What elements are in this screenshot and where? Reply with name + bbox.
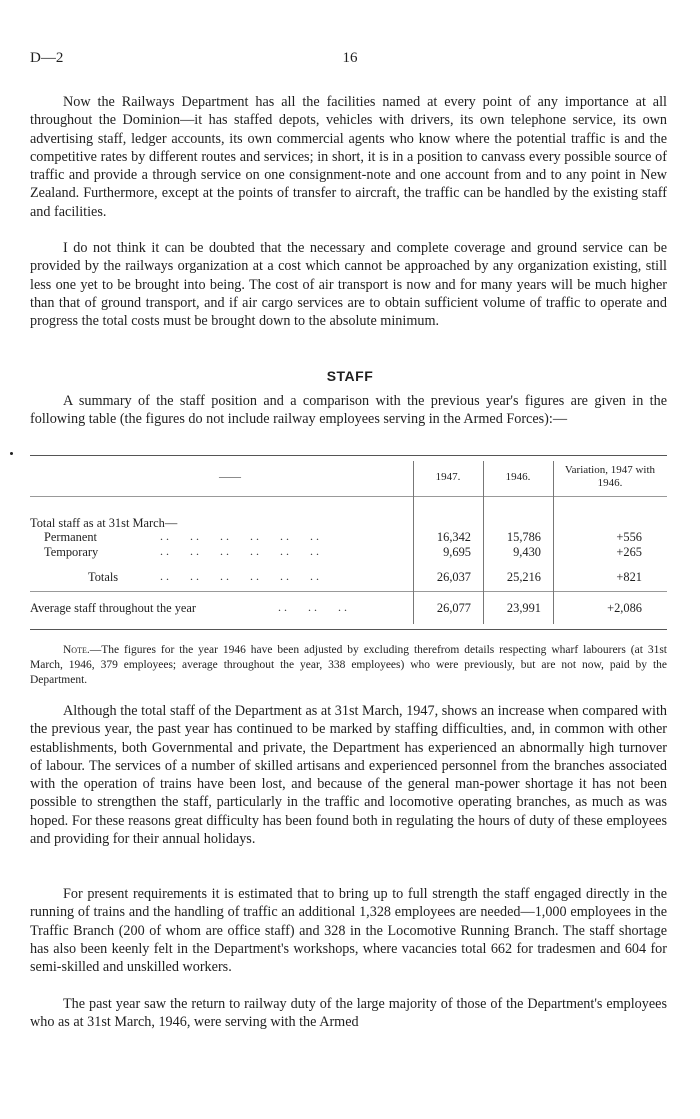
cell-average-1947: 26,077	[436, 601, 471, 615]
header-1947: 1947.	[435, 471, 461, 483]
document-reference: D—2	[30, 50, 64, 66]
page-number: 16	[342, 50, 358, 66]
staff-table	[30, 455, 667, 633]
table-bottom-rule	[30, 629, 667, 630]
paragraph-summary-intro: A summary of the staff position and a comparison with the previous year's figures are given in the following table (the figures do not include railway employees serving in the Armed Forces):—	[30, 393, 667, 428]
paragraph-return-to-duty: The past year saw the return to railway duty of the large majority of those of the Department's employees who as at 31st March, 1946, were serving with the Armed	[30, 996, 667, 1031]
column-divider	[413, 461, 414, 624]
row-label-totals: Totals	[88, 570, 119, 584]
table-header-rule	[30, 496, 667, 497]
header-blank: ——	[219, 471, 241, 483]
cell-temporary-variation: +265	[616, 545, 642, 559]
cell-totals-1947: 26,037	[436, 570, 471, 584]
table-top-rule	[30, 455, 667, 456]
cell-permanent-variation: +556	[616, 530, 642, 544]
cell-permanent-1946: 15,786	[506, 530, 541, 544]
note-label: Note.	[63, 644, 90, 656]
table-totals-rule	[30, 591, 667, 592]
section-label: Total staff as at 31st March—	[30, 516, 178, 530]
header-1946: 1946.	[505, 471, 531, 483]
cell-temporary-1946: 9,430	[513, 545, 541, 559]
cell-totals-variation: +821	[616, 570, 642, 584]
cell-temporary-1947: 9,695	[443, 545, 471, 559]
cell-average-variation: +2,086	[607, 601, 642, 615]
leader-dots: . . . . . .	[278, 600, 347, 614]
leader-dots: . . . . . . . . . . . .	[160, 529, 319, 543]
section-heading-staff: STAFF	[326, 368, 374, 384]
header-variation: Variation, 1947 with 1946.	[564, 464, 656, 489]
paragraph-requirements: For present requirements it is estimated that to bring up to full strength the staff engaged directly in the running of trains and the handling of traffic an additional 1,328 employees are needed—1,000 employees in the Traffic Branch (200 of whom are office staff) and 328 in the Locomotive Running Branch. The staff shortage has also been keenly felt in the Department's workshops, where vacancies total 662 for tradesmen and 604 for semi-skilled and unskilled workers.	[30, 886, 667, 976]
leader-dots: . . . . . . . . . . . .	[160, 569, 319, 583]
table-note	[30, 643, 667, 688]
column-divider	[483, 461, 484, 624]
margin-mark	[10, 452, 13, 455]
cell-totals-1946: 25,216	[506, 570, 541, 584]
column-divider	[553, 461, 554, 624]
leader-dots: . . . . . . . . . . . .	[160, 544, 319, 558]
cell-permanent-1947: 16,342	[436, 530, 471, 544]
note-text: —The figures for the year 1946 have been adjusted by excluding therefrom details respecting wharf labourers (at 31st March, 1946, 379 employees; average throughout the year, 338 employees) who were previously, but are not now, paid by the Department.	[30, 644, 667, 686]
row-label-average: Average staff throughout the year	[30, 601, 197, 615]
paragraph-staff-difficulties: Although the total staff of the Department as at 31st March, 1947, shows an increase when compared with the previous year, the past year has continued to be marked by staffing difficulties, and, in common with other establishments, both Governmental and private, the Department has experienced an abnormally high turnover of labour. The services of a number of skilled artisans and experienced personnel from the branches associated with the operation of trains have been lost, and because of the general man-power shortage it has not been possible to strengthen the staff, particularly in the traffic and locomotive operating branches, as much as was hoped. For these reasons great difficulty has been found both in regulating the hours of duty of these employees and providing for their annual holidays.	[30, 703, 667, 848]
cell-average-1946: 23,991	[506, 601, 541, 615]
row-label-temporary: Temporary	[44, 545, 99, 559]
row-label-permanent: Permanent	[44, 530, 97, 544]
paragraph-coverage: I do not think it can be doubted that the necessary and complete coverage and ground service can be provided by the railways organization at a cost which cannot be approached by any organization existing, still less one yet to be brought into being. The cost of air transport is now and for many years will be much higher than that of ground transport, and if air cargo services are to obtain sufficient volume of traffic to operate and progress the total costs must be brought down to the absolute minimum.	[30, 240, 667, 330]
paragraph-facilities: Now the Railways Department has all the facilities named at every point of any importance at all throughout the Dominion—it has staffed depots, vehicles with drivers, its own telephone service, its own advertising staff, ledger accounts, its own commercial agents who know where the potential traffic is and the competitive rates by different routes and services; in short, it is in a position to canvass every possible source of traffic and provide a through service on one consignment-note and one account from and to any point in New Zealand. Furthermore, except at the points of transfer to aircraft, the traffic can be handled by the existing staff and facilities.	[30, 94, 667, 220]
